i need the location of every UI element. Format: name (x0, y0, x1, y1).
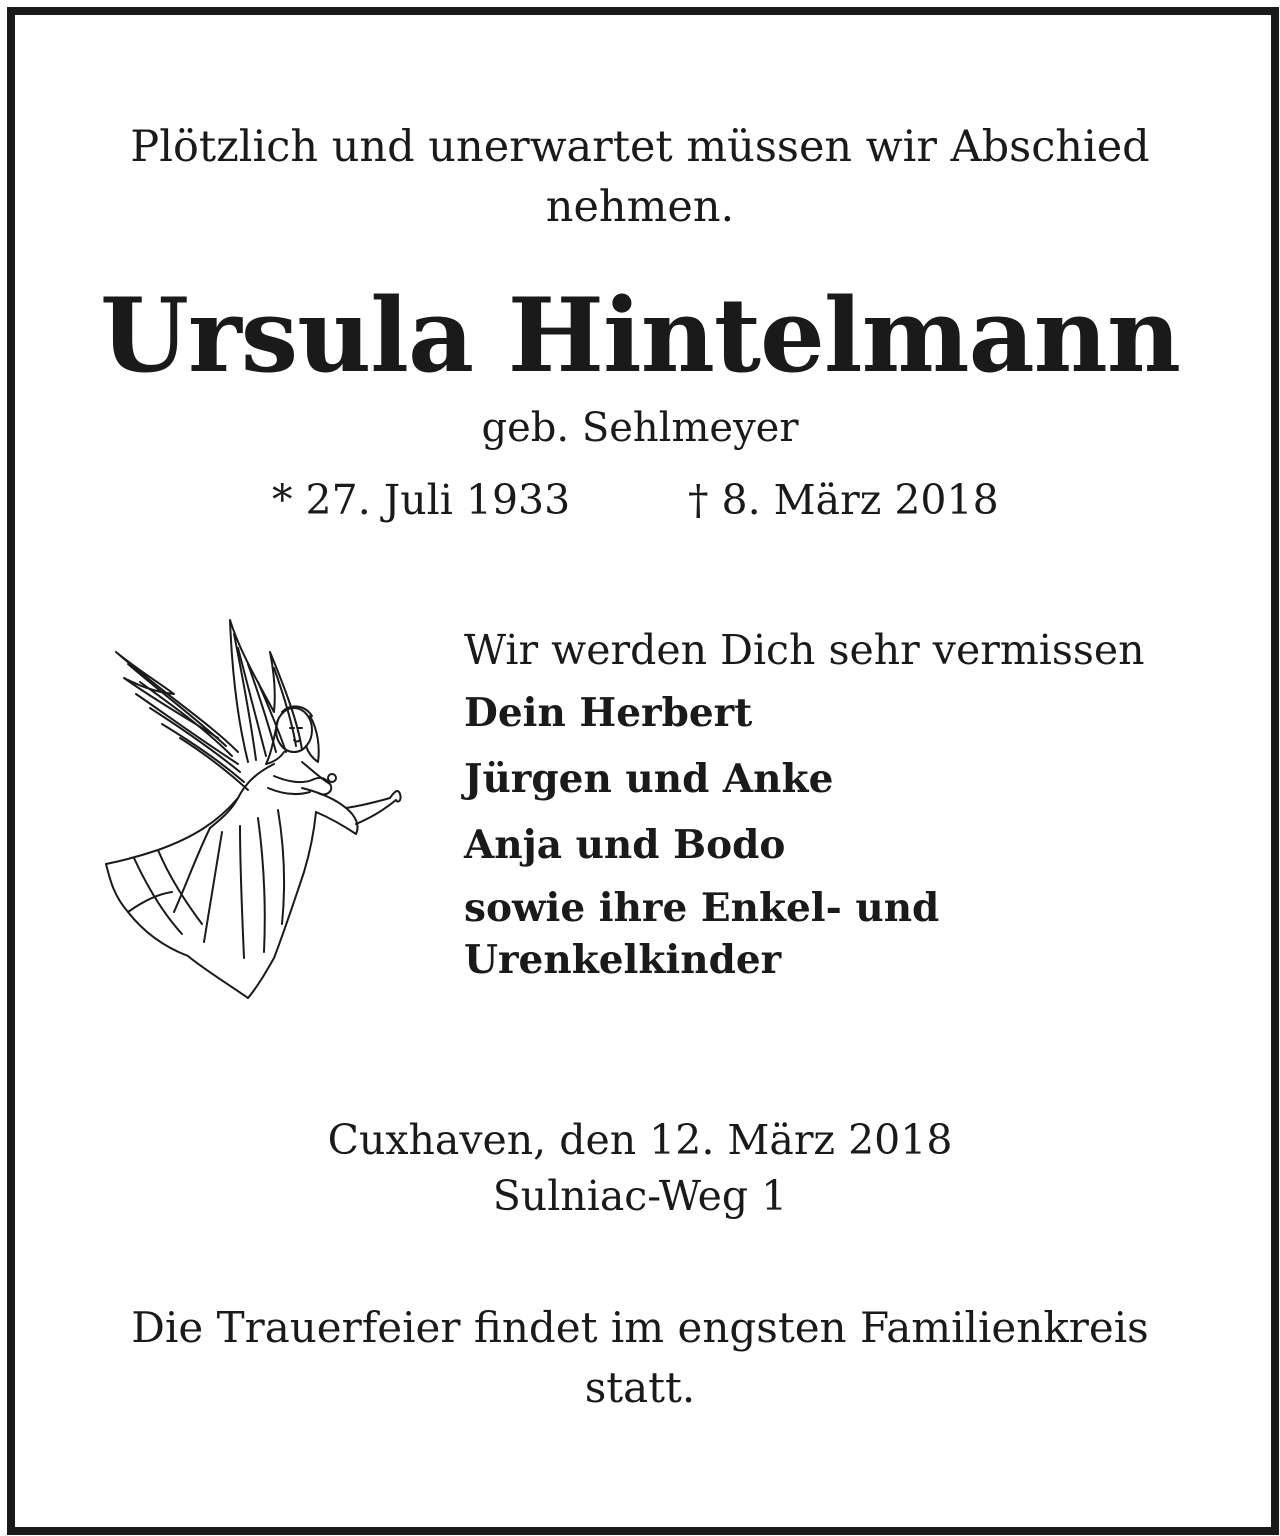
deceased-name: Ursula Hintelmann (100, 276, 1180, 396)
mourner-entry: Dein Herbert (464, 690, 753, 736)
mourner-entry: Anja und Bodo (464, 822, 786, 868)
mourner-entry: sowie ihre Enkel- und Urenkelkinder (464, 885, 940, 983)
mourners-list (464, 684, 1244, 986)
birth-date: * 27. Juli 1933 (272, 476, 571, 524)
angel-icon (98, 612, 410, 1004)
mourner-entry: Jürgen und Anke (464, 756, 834, 802)
death-date: † 8. März 2018 (688, 476, 999, 524)
intro-text: Plötzlich und unerwartet müssen wir Abschied nehmen. (130, 122, 1150, 232)
funeral-notice: Die Trauerfeier findet im engsten Familienkreis statt. (131, 1303, 1149, 1412)
address: Sulniac-Weg 1 (492, 1172, 788, 1220)
mourners-message: Wir werden Dich sehr vermissen (464, 626, 1145, 674)
place-date: Cuxhaven, den 12. März 2018 (327, 1116, 953, 1164)
mourners-block (464, 620, 1244, 994)
life-dates (0, 470, 1280, 530)
maiden-name: geb. Sehlmeyer (481, 405, 799, 451)
